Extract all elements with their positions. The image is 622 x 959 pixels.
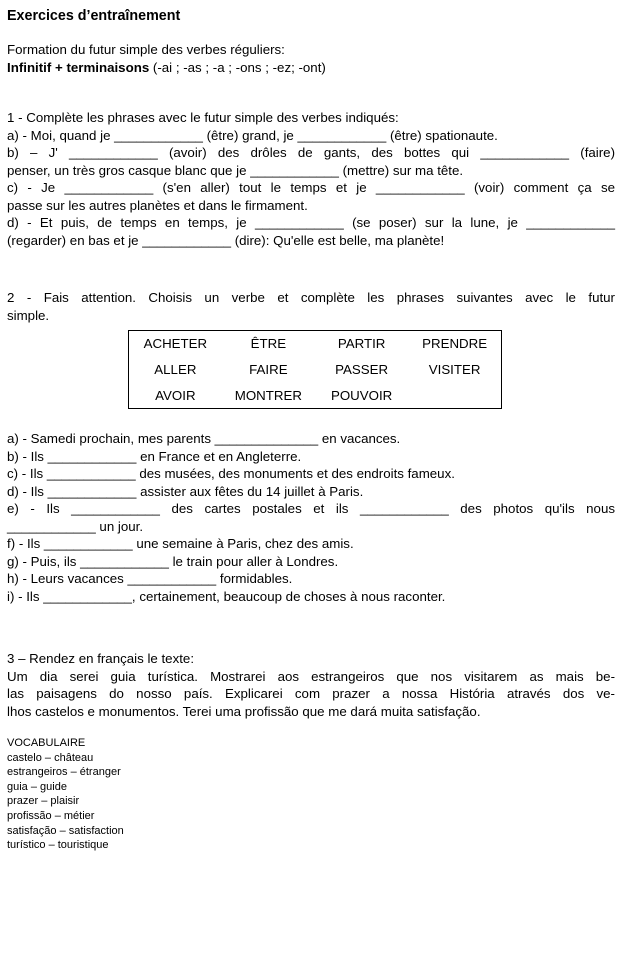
text-line: d) - Et puis, de temps en temps, je ____________ (se poser) sur la lune, je ____________	[7, 215, 615, 230]
verb-cell: PARTIR	[337, 336, 386, 351]
text-line: 2 - Fais attention. Choisis un verbe et complète les phrases suivantes avec le futur	[7, 290, 615, 305]
exercise3-paragraph	[7, 668, 615, 721]
vocab-entry: estrangeiros – étranger	[7, 766, 121, 779]
vocab-entry: turístico – touristique	[7, 839, 109, 852]
text-line: a) - Samedi prochain, mes parents ______________ en vacances.	[7, 431, 401, 446]
text-line: e) - Ils ____________ des cartes postales et ils ____________ des photos qu'ils nous	[7, 501, 615, 516]
verb-table-body	[129, 331, 502, 409]
text-line: Um dia serei guia turística. Mostrarei aos estrangeiros que nos visitarem as mais be-	[7, 668, 615, 684]
verb-table-row	[129, 383, 502, 409]
verb-cell: FAIRE	[249, 361, 288, 377]
verb-cell: MONTRER	[234, 387, 302, 403]
vocabulary-heading: VOCABULAIRE	[7, 737, 86, 749]
text-line: lhos castelos e monumentos. Terei uma profissão que me dará muita satisfação.	[7, 703, 481, 719]
text-line: d) - Ils ____________ assister aux fêtes du 14 juillet à Paris.	[7, 483, 364, 499]
exercise1-lines	[7, 127, 615, 250]
text-line: b) – J' ____________ (avoir) des drôles de gants, des bottes qui ____________ (faire)	[7, 145, 615, 160]
text-line: penser, un très gros casque blanc que je ____________ (mettre) sur ma tête.	[7, 162, 464, 178]
text-line: g) - Puis, ils ____________ le train pour aller à Londres.	[7, 553, 339, 569]
verb-cell: ACHETER	[143, 336, 208, 351]
text-line: (regarder) en bas et je ____________ (dire): Qu'elle est belle, ma planète!	[7, 232, 445, 248]
verb-table-row	[129, 331, 502, 357]
vocabulary-section	[7, 736, 615, 853]
verb-cell: PASSER	[335, 361, 389, 377]
exercise2-heading	[7, 289, 615, 324]
intro-line: Formation du futur simple des verbes réguliers:	[7, 42, 285, 57]
intro-section	[7, 41, 615, 76]
text-line: passe sur les autres planètes et dans le firmament.	[7, 197, 308, 213]
vocab-entry: satisfação – satisfaction	[7, 824, 124, 837]
verb-cell: ALLER	[154, 361, 197, 377]
vocab-entry: castelo – château	[7, 751, 94, 764]
text-line: h) - Leurs vacances ____________ formidables.	[7, 571, 293, 586]
text-line: i) - Ils ____________, certainement, beaucoup de choses à nous raconter.	[7, 588, 446, 604]
text-line: las paisagens do nosso país. Explicarei com prazer a nossa História através dos ve-	[7, 686, 615, 701]
text-line: a) - Moi, quand je ____________ (être) grand, je ____________ (être) spationaute.	[7, 127, 498, 143]
text-line: b) - Ils ____________ en France et en Angleterre.	[7, 448, 302, 464]
verb-table	[128, 330, 502, 409]
exercise1-heading: 1 - Complète les phrases avec le futur simple des verbes indiqués:	[7, 110, 399, 125]
text-line: ____________ un jour.	[7, 518, 144, 534]
text-line: f) - Ils ____________ une semaine à Paris, chez des amis.	[7, 536, 354, 551]
intro-formula-line	[7, 59, 615, 77]
exercise1-section	[7, 109, 615, 249]
vocab-entry: profissão – métier	[7, 809, 95, 822]
exercise3-section	[7, 650, 615, 720]
verb-cell: ÊTRE	[250, 336, 287, 351]
intro-formula-endings: (-ai ; -as ; -a ; -ons ; -ez; -ont)	[149, 59, 326, 75]
text-line: c) - Je ____________ (s'en aller) tout le temps et je ____________ (voir) comment ça se	[7, 180, 615, 195]
text-line: simple.	[7, 307, 50, 323]
intro-formula-bold: Infinitif + terminaisons	[7, 59, 150, 75]
vocab-entry: prazer – plaisir	[7, 795, 80, 808]
verb-cell: POUVOIR	[330, 387, 393, 403]
exercise2-lines	[7, 430, 615, 605]
exercise3-heading: 3 – Rendez en français le texte:	[7, 651, 195, 666]
verb-cell: VISITER	[428, 361, 481, 377]
vocabulary-list	[7, 751, 615, 853]
verb-cell: AVOIR	[155, 387, 196, 403]
verb-cell: PRENDRE	[422, 336, 488, 351]
text-line: c) - Ils ____________ des musées, des monuments et des endroits fameux.	[7, 466, 455, 481]
document-title: Exercices d’entraînement	[7, 8, 181, 24]
verb-table-row	[129, 357, 502, 383]
vocab-entry: guia – guide	[7, 780, 67, 793]
empty-cell	[408, 383, 501, 409]
